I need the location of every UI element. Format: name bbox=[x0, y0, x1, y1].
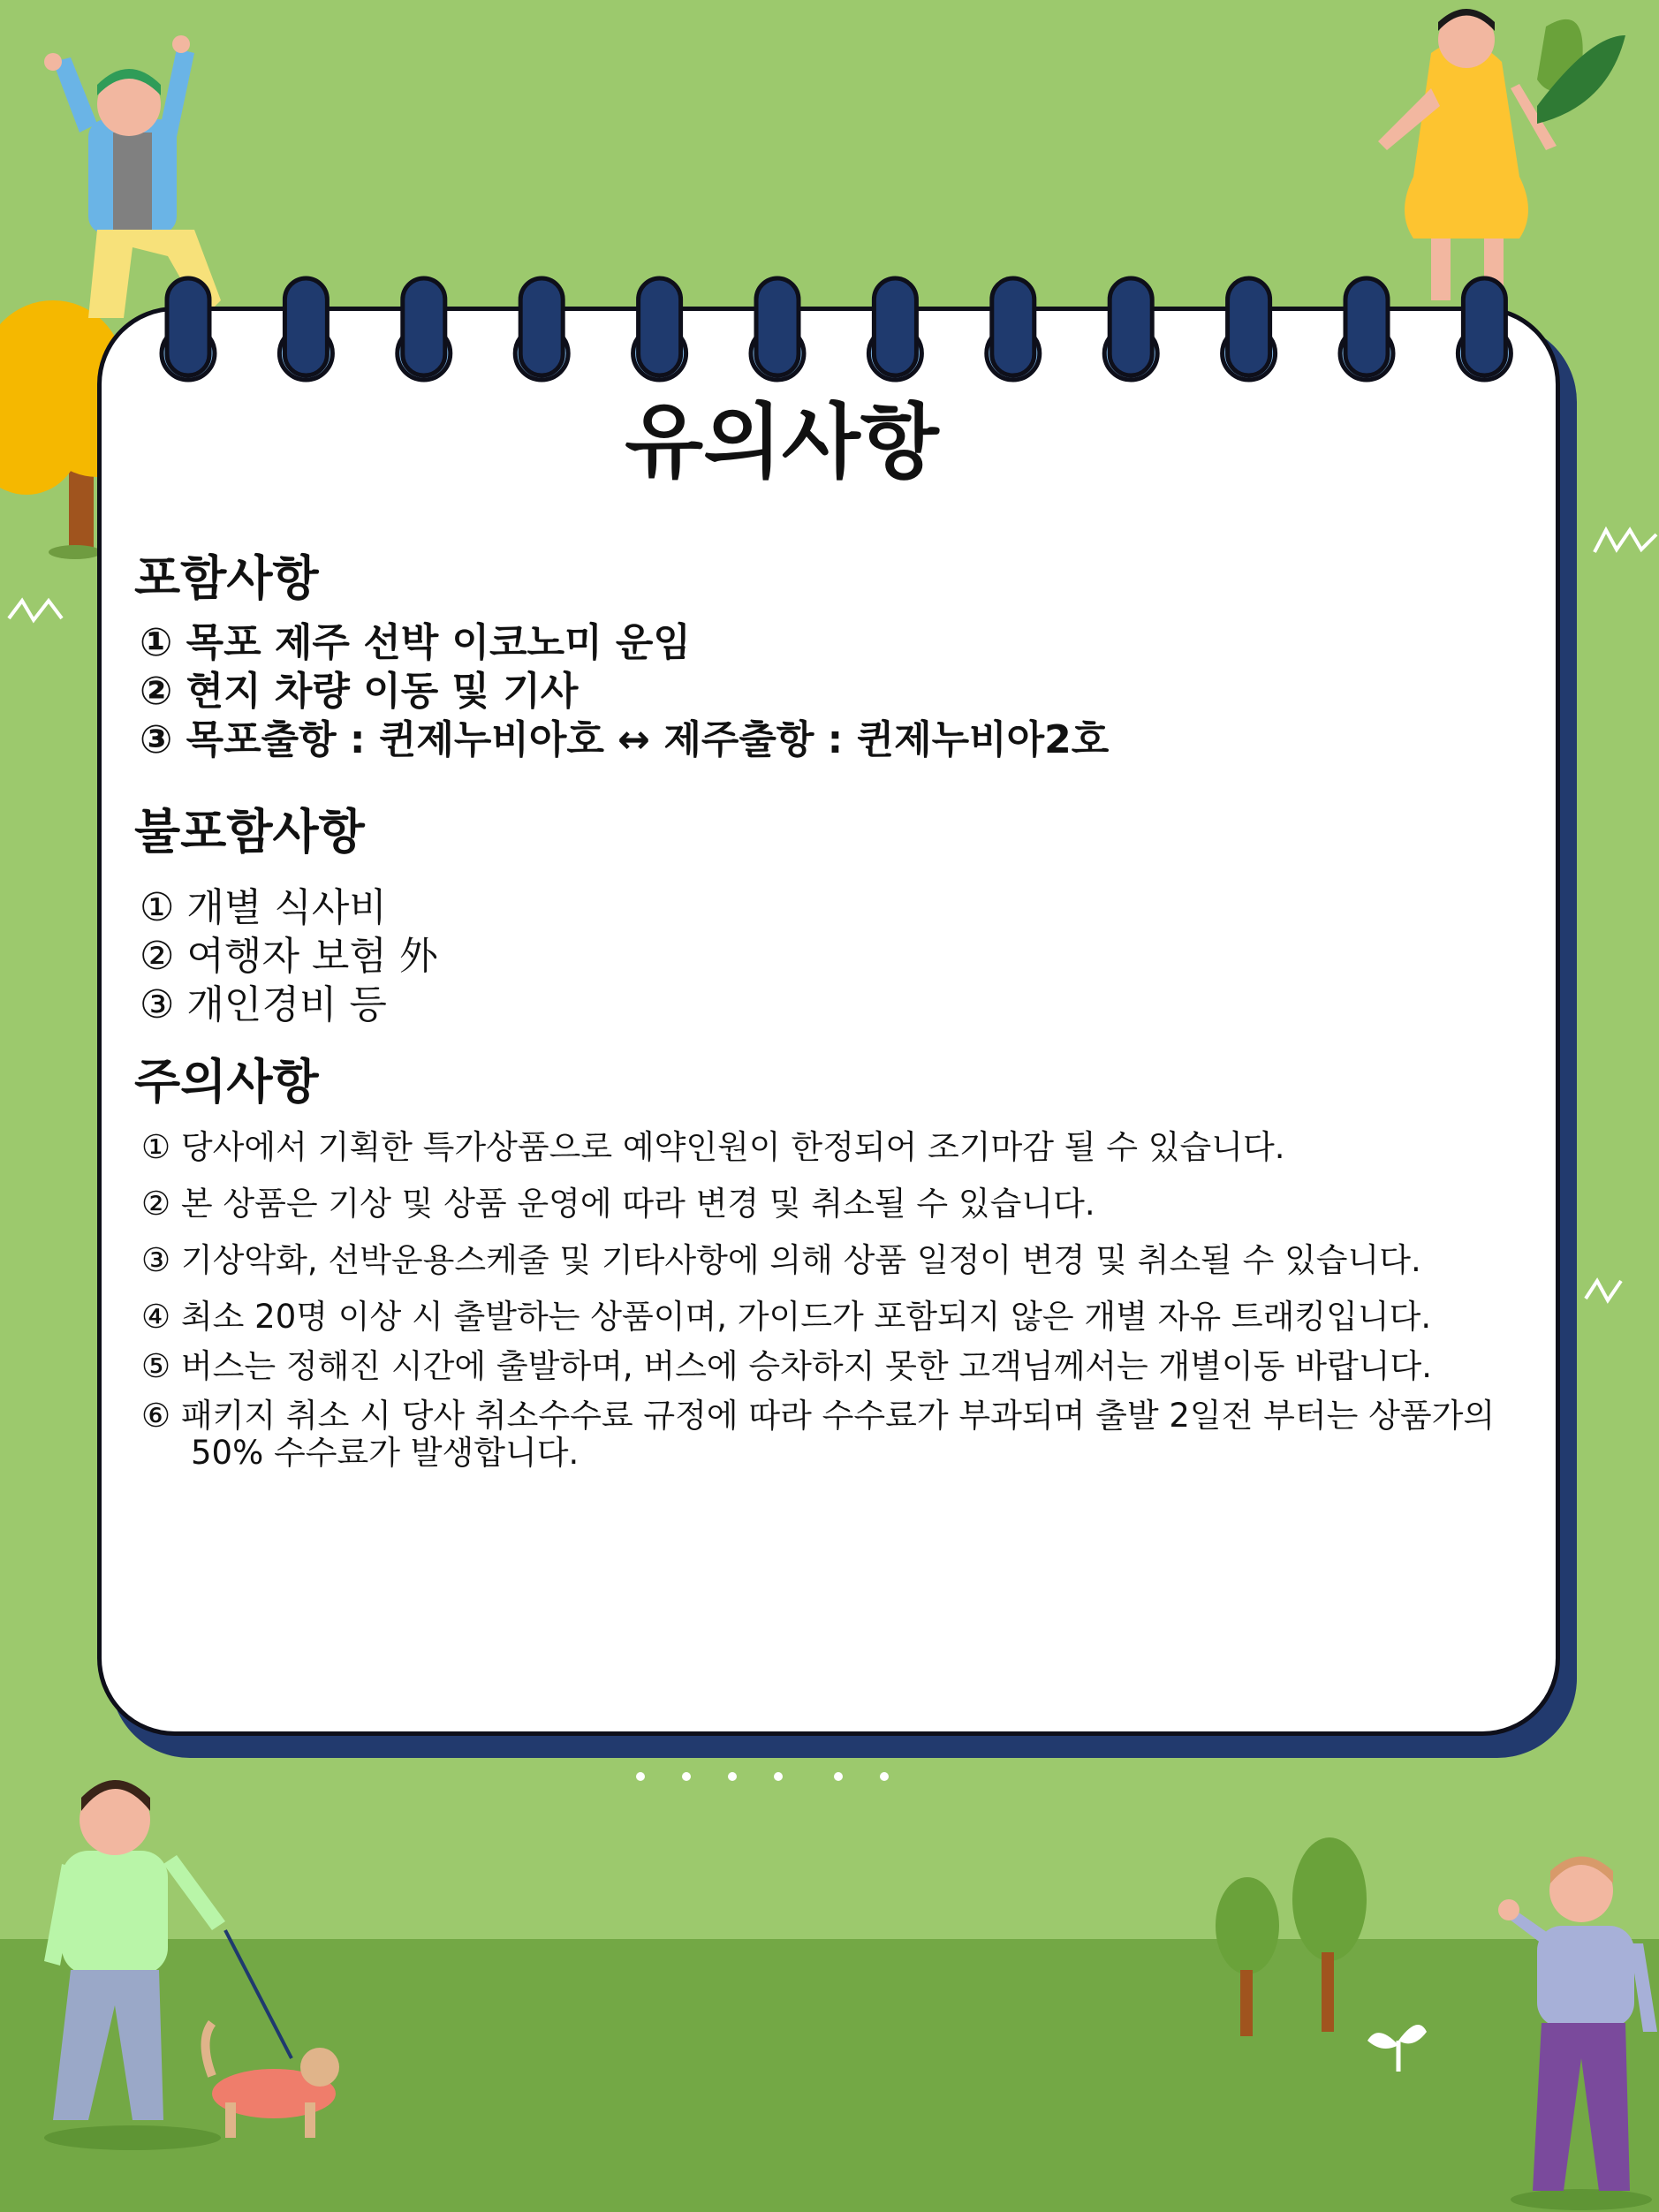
included-list bbox=[140, 618, 1109, 764]
spiral-ring-icon bbox=[284, 278, 327, 375]
list-item: ⑤ 버스는 정해진 시간에 출발하며, 버스에 승차하지 못한 고객님께서는 개별이동 바랍니다. bbox=[141, 1347, 1433, 1385]
list-item: ① 목포 제주 선박 이코노미 운임 bbox=[140, 620, 691, 665]
list-item: ③ 기상악화, 선박운용스케줄 및 기타사항에 의해 상품 일정이 변경 및 취소될 수 있습니다. bbox=[141, 1241, 1421, 1279]
included-heading: 포함사항 bbox=[134, 550, 319, 606]
list-item: ② 여행자 보험 外 bbox=[140, 934, 438, 979]
spiral-ring-icon bbox=[520, 278, 563, 375]
spiral-ring-icon bbox=[1345, 278, 1388, 375]
spiral-ring-icon bbox=[1228, 278, 1270, 375]
excluded-heading: 불포함사항 bbox=[134, 804, 365, 860]
list-item: ⑥ 패키지 취소 시 당사 취소수수료 규정에 따라 수수료가 부과되며 출발 2일전 부터는 상품가의 50% 수수료가 발생합니다. bbox=[141, 1397, 1496, 1472]
man-walking-dog-icon bbox=[44, 1780, 339, 2150]
spiral-ring-icon bbox=[756, 278, 799, 375]
list-item: ② 본 상품은 기상 및 상품 운영에 따라 변경 및 취소될 수 있습니다. bbox=[141, 1185, 1095, 1223]
cautions-list bbox=[141, 1129, 1569, 1472]
excluded-list bbox=[140, 883, 438, 1029]
spiral-ring-icon bbox=[992, 278, 1034, 375]
spiral-ring-icon bbox=[874, 278, 916, 375]
spiral-ring-icon bbox=[1463, 278, 1505, 375]
spiral-ring-icon bbox=[167, 278, 209, 375]
list-item: ① 당사에서 기획한 특가상품으로 예약인원이 한정되어 조기마감 될 수 있습니다. bbox=[141, 1128, 1285, 1166]
list-item: ① 개별 식사비 bbox=[140, 885, 387, 930]
list-item: ③ 목포출항 : 퀸제누비아호 ↔ 제주출항 : 퀸제누비아2호 bbox=[140, 717, 1110, 762]
spiral-binding bbox=[0, 0, 1659, 406]
list-item: ② 현지 차량 이동 및 기사 bbox=[140, 669, 579, 714]
page-title: 유의사항 bbox=[625, 395, 939, 489]
spiral-ring-icon bbox=[639, 278, 681, 375]
spiral-ring-icon bbox=[1110, 278, 1152, 375]
cautions-heading: 주의사항 bbox=[134, 1054, 319, 1110]
list-item: ③ 개인경비 등 bbox=[140, 982, 387, 1027]
zigzag-icon bbox=[1595, 530, 1656, 552]
sprout-icon bbox=[1367, 2025, 1427, 2072]
small-trees-icon bbox=[1216, 1837, 1367, 2036]
zigzag-icon bbox=[9, 601, 62, 620]
list-item: ④ 최소 20명 이상 시 출발하는 상품이며, 가이드가 포함되지 않은 개별 자유 트래킹입니다. bbox=[141, 1298, 1432, 1336]
spiral-ring-icon bbox=[403, 278, 445, 375]
zigzag-icon bbox=[1586, 1281, 1621, 1300]
waving-man-icon bbox=[1498, 1857, 1657, 2211]
